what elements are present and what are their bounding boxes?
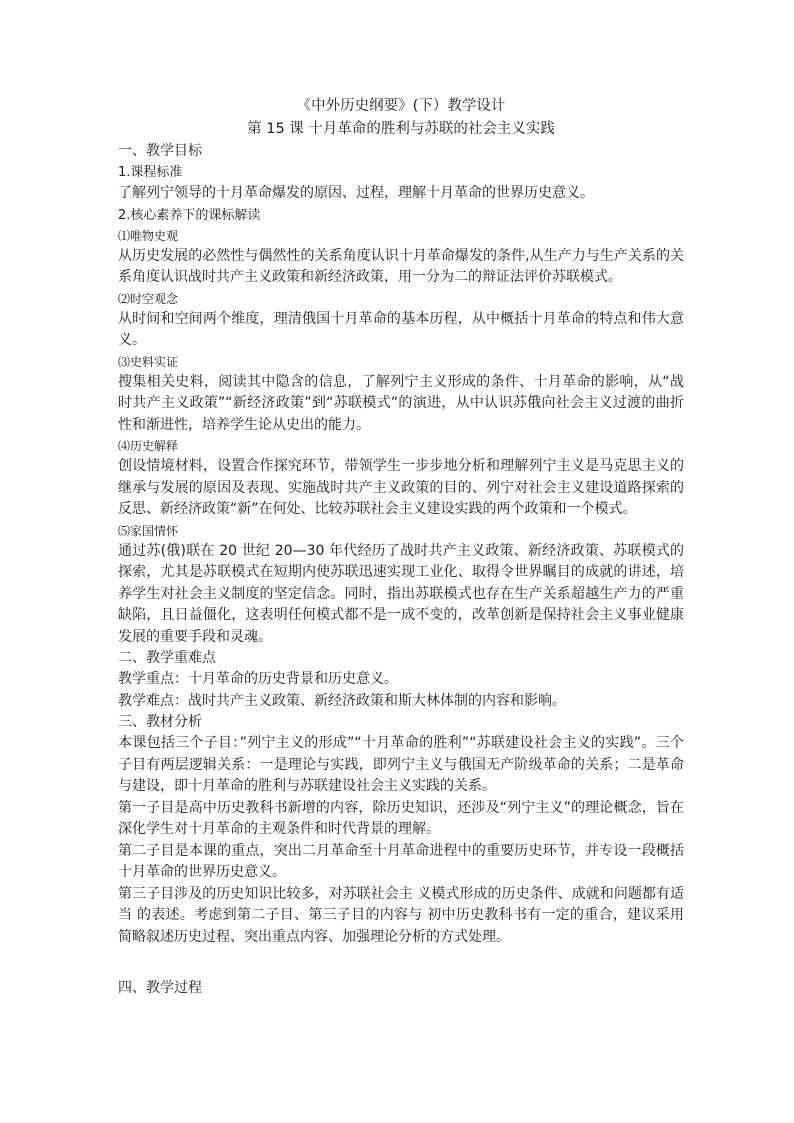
subsection-heading-core-literacy: 2.核心素养下的课标解读	[118, 207, 261, 223]
item-heading-materialism: ⑴唯物史观	[118, 228, 179, 243]
document-page	[118, 95, 684, 999]
paragraph-analysis-1: 本课包括三个子目：”列宁主义的形成”“十月革命的胜利”“苏联建设社会主义的实践”。三个子目有两层逻辑关系：一是理论与实践，即列宁主义与俄国无产阶级革命的关系；二是革命与建设，即十月革命的胜利与苏联建设社会主义实践的关系。	[118, 735, 684, 794]
paragraph-analysis-4: 第三子目涉及的历史知识比较多，对苏联社会主 义模式形成的历史条件、成就和问题都有适当 的表述。考虑到第二子目、第三子目的内容与 初中历史教科书有一定的重合，建议采用简略叙述历史过程、突出重点内容、加强理论分析的方式处理。	[118, 885, 684, 945]
item-heading-spacetime: ⑵时空观念	[118, 291, 179, 306]
lesson-title: 第 15 课 十月革命的胜利与苏联的社会主义实践	[247, 121, 555, 137]
paragraph-analysis-2: 第一子目是高中历史教科书新增的内容，除历史知识，还涉及“列宁主义”的理论概念，旨在深化学生对十月革命的主观条件和时代背景的理解。	[118, 799, 684, 837]
paragraph-analysis-3: 第二子目是本课的重点，突出二月革命至十月革命进程中的重要历史环节，并专设一段概括十月革命的世界历史意义。	[118, 842, 684, 880]
paragraph-patriotism: 通过苏(俄)联在 20 世纪 20—30 年代经历了战时共产主义政策、新经济政策、苏联模式的探索，尤其是苏联模式在短期内使苏联迅速实现工业化、取得令世界瞩目的成就的讲述，培养学生对社会主义制度的坚定信念。同时，指出苏联模式也存在生产关系超越生产力的严重缺陷，且日益僵化，这表明任何模式都不是一成不变的，改革创新是保持社会主义事业健康发展的重要手段和灵魂。	[118, 542, 684, 645]
item-heading-interpretation: ⑷历史解释	[118, 439, 179, 453]
paragraph-spacetime: 从时间和空间两个维度，理清俄国十月革命的基本历程，从中概括十月革命的特点和伟大意义。	[118, 310, 684, 348]
paragraph-evidence: 搜集相关史料，阅读其中隐含的信息，了解列宁主义形成的条件、十月革命的影响，从“战时共产主义政策”“新经济政策”到“苏联模式”的演进，从中认识苏俄向社会主义过渡的曲折性和渐进性，培养学生论从史出的能力。	[118, 373, 684, 433]
subsection-heading-curriculum: 1.课程标准	[118, 165, 183, 180]
paragraph-interpretation: 创设情境材料，设置合作探究环节，带领学生一步步地分析和理解列宁主义是马克思主义的继承与发展的原因及表现、实施战时共产主义政策的目的、列宁对社会主义建设道路探索的反思、新经济政策“新”在何处、比较苏联社会主义建设实践的两个政策和一个模式。	[118, 458, 684, 517]
paragraph-key-point: 教学重点：十月革命的历史背景和历史意义。	[118, 671, 398, 687]
spacer	[118, 948, 684, 978]
section-heading-textbook-analysis: 三、教材分析	[118, 714, 202, 730]
section-heading-objectives: 一、教学目标	[118, 143, 202, 159]
paragraph-materialism: 从历史发展的必然性与偶然性的关系角度认识十月革命爆发的条件,从生产力与生产关系的关系角度认识战时共产主义政策和新经济政策，用一分为二的辩证法评价苏联模式。	[118, 247, 684, 285]
paragraph-difficult-point: 教学难点：战时共产主义政策、新经济政策和斯大林体制的内容和影响。	[118, 692, 566, 709]
section-heading-teaching-process: 四、教学过程	[118, 980, 202, 996]
item-heading-evidence: ⑶史料实证	[118, 354, 179, 369]
document-title: 《中外历史纲要》(下）教学设计	[296, 98, 506, 114]
item-heading-patriotism: ⑸家国情怀	[118, 523, 179, 538]
section-heading-key-points: 二、教学重难点	[118, 650, 216, 666]
paragraph-curriculum: 了解列宁领导的十月革命爆发的原因、过程，理解十月革命的世界历史意义。	[118, 185, 594, 201]
